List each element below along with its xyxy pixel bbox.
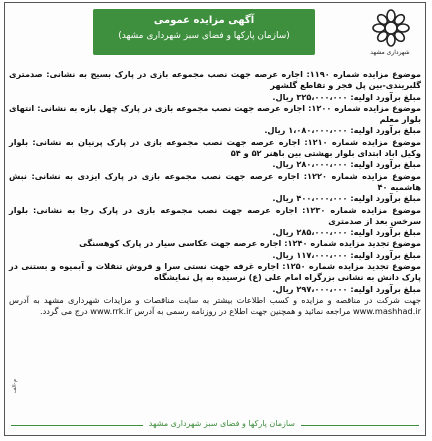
notice-item — [9, 238, 421, 261]
notice-item — [9, 171, 421, 205]
footer-org-label: سازمان پارکها و فضای سبز شهرداری مشهد — [143, 419, 301, 428]
notice-item — [9, 261, 421, 295]
notice-item-price: مبلغ برآورد اولیه: ۲۹۷،۰۰۰،۰۰۰ ریال. — [272, 283, 421, 294]
notice-item-title: موضوع مزایده شماره ۱۲۱۰: اجاره عرصه جهت نصب مجموعه بازی در پارک پرنیان به نشانی: بلوار وکیل اباد ابتدای بلوار بهشتی بین باهنر ۵۲ و ۵۴ — [9, 136, 421, 159]
notice-item-price: مبلغ برآورد اولیه: ۱۱۷،۰۰۰،۰۰۰ ریال. — [272, 249, 421, 260]
notice-item-price: مبلغ برآورد اولیه: ۲۸۰،۰۰۰،۰۰۰ ریال. — [272, 159, 421, 170]
logo-label: شهرداری مشهد — [370, 49, 410, 56]
participation-info: جهت شرکت در مناقصه و مزایده و کسب اطلاعات بیشتر به سایت مناقصات و مزایدات شهرداری مشهد به آدرس www.mashhad.ir مراجعه نمائید و همچنین جهت اطلاع در روزنامه رسمی به آدرس www.rrk.ir درج می گردد. — [9, 294, 421, 317]
header — [5, 3, 425, 61]
notice-item-title: موضوع مزایده شماره ۱۲۲۰: اجاره عرصه جهت نصب مجموعه بازی در پارک ایزدی به نشانی: نبش هاشمیه ۴۰ — [9, 170, 421, 192]
notice-item-price: مبلغ برآورد اولیه: ۳۲۵،۰۰۰،۰۰۰ ریال. — [272, 91, 421, 102]
notice-item — [9, 103, 421, 137]
title-banner — [93, 9, 315, 55]
notice-item-title: موضوع تجدید مزایده شماره ۱۲۵۰: اجاره غرفه جهت نستی سرا و فروش تنقلات و آبمیوه و بستنی در پارک دانش به نشانی بزرگراه امام علی (ع) نرسیده به پل نمایشگاه — [9, 261, 421, 283]
notice-item-title: موضوع تجدید مزایده شماره ۱۲۴۰: اجاره عرصه جهت عکاسی سیار در پارک کوهسنگی — [79, 238, 421, 249]
side-code: م-الف — [12, 379, 18, 394]
notice-title: آگهی مزایده عمومی — [153, 15, 255, 26]
notice-item — [9, 69, 421, 103]
notice-item-title: موضوع مزایده شماره ۱۲۰۰: اجاره عرصه جهت نصب مجموعه بازی در پارک چهل بازه به نشانی: انتهای بلوار معلم — [9, 102, 421, 125]
notice-item-title: موضوع مزایده شماره ۱۲۳۰: اجاره عرصه جهت نصب مجموعه بازی در پارک رجا به نشانی: بلوار سرخس بعد از صدمتری — [9, 204, 421, 226]
notice-subtitle: (سازمان پارکها و فضای سبز شهرداری مشهد) — [118, 31, 290, 41]
notice-item — [9, 137, 421, 171]
footer-bar — [11, 419, 419, 431]
notice-item-title: موضوع مزایده شماره ۱۱۹۰: اجاره عرصه جهت نصب مجموعه بازی در پارک بسیج به نشانی: صدمتری گلبریندی-بین پل فجر و تقاطع گلشهر — [9, 69, 421, 91]
notice-item-price: مبلغ برآورد اولیه: ۱،۰۸۰،۰۰۰،۰۰۰ ریال. — [264, 125, 421, 136]
notice-item — [9, 205, 421, 239]
notice-body — [9, 69, 421, 318]
notice-item-price: مبلغ برآورد اولیه: ۴۰۰،۰۰۰،۰۰۰ ریال. — [272, 193, 421, 204]
notice-item-price: مبلغ برآورد اولیه: ۲۸۵،۰۰۰،۰۰۰ ریال. — [272, 227, 421, 238]
notice-frame — [4, 2, 426, 436]
